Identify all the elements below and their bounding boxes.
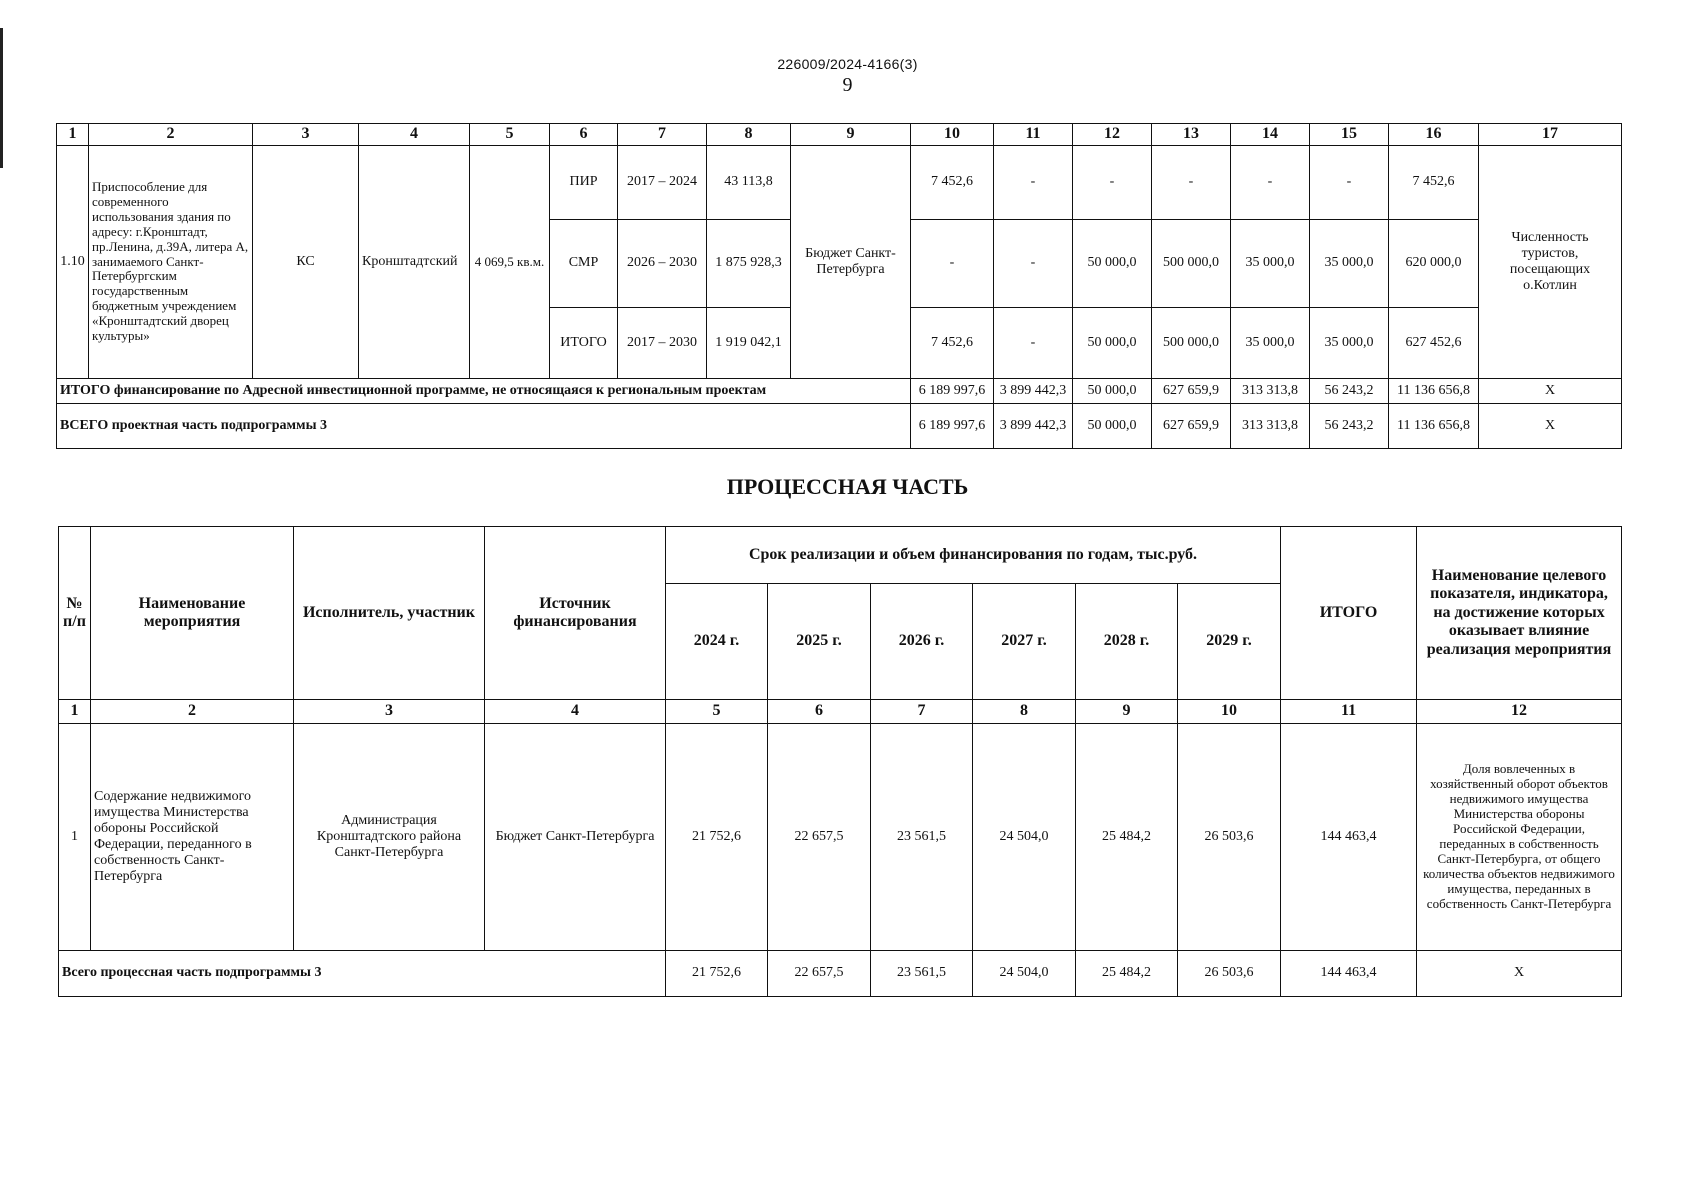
total-cost: 1 875 928,3	[707, 220, 791, 308]
activity-name: Содержание недвижимого имущества Министерства обороны Российской Федерации, переданного в собственность Санкт-Петербурга	[91, 724, 294, 951]
value-cell: 7 452,6	[911, 308, 994, 379]
value-cell: -	[994, 220, 1073, 308]
column-number: 1	[57, 124, 89, 146]
header-num: № п/п	[59, 527, 91, 700]
column-number: 6	[768, 700, 871, 724]
target-indicator: Численность туристов, посещающих о.Котлин	[1479, 146, 1622, 379]
header-year: 2025 г.	[768, 584, 871, 700]
header-year: 2027 г.	[973, 584, 1076, 700]
value-cell: 50 000,0	[1073, 220, 1152, 308]
value-cell: -	[1231, 146, 1310, 220]
total-cost: 43 113,8	[707, 146, 791, 220]
section-title: ПРОЦЕССНАЯ ЧАСТЬ	[726, 474, 969, 499]
column-number: 12	[1073, 124, 1152, 146]
value-cell: 50 000,0	[1073, 404, 1152, 449]
year-value: 22 657,5	[768, 724, 871, 951]
column-number: 1	[59, 700, 91, 724]
column-number: 4	[359, 124, 470, 146]
year-value: 25 484,2	[1076, 724, 1178, 951]
column-number: 11	[1281, 700, 1417, 724]
page-number: 9	[842, 74, 853, 96]
total-aip-row	[57, 379, 1622, 404]
column-number: 11	[994, 124, 1073, 146]
indicator-x: Х	[1417, 951, 1622, 997]
value-cell: 56 243,2	[1310, 404, 1389, 449]
column-number-row	[59, 700, 1622, 724]
value-cell: 500 000,0	[1152, 220, 1231, 308]
year-value: 21 752,6	[666, 724, 768, 951]
column-number: 2	[89, 124, 253, 146]
total-project-row	[57, 404, 1622, 449]
column-number: 5	[470, 124, 550, 146]
column-number: 14	[1231, 124, 1310, 146]
year-value: 23 561,5	[871, 951, 973, 997]
total-project-label: ВСЕГО проектная часть подпрограммы 3	[57, 404, 911, 449]
value-cell: 313 313,8	[1231, 404, 1310, 449]
header-year: 2026 г.	[871, 584, 973, 700]
total-process-row	[59, 951, 1622, 997]
value-cell: 6 189 997,6	[911, 379, 994, 404]
table-row	[57, 146, 1622, 220]
year-value: 26 503,6	[1178, 724, 1281, 951]
target-indicator: Доля вовлеченных в хозяйственный оборот объектов недвижимого имущества Министерства обороны Российской Федерации, переданных в собственность Санкт-Петербурга, от общего количества объектов недвижимого имущества, переданных в собственность Санкт-Петербурга	[1417, 724, 1622, 951]
value-cell: -	[1152, 146, 1231, 220]
process-part-table	[58, 526, 1622, 997]
value-cell: 35 000,0	[1231, 308, 1310, 379]
item-name: Приспособление для современного использования здания по адресу: г.Кронштадт, пр.Ленина, д.39А, литера А, занимаемого Санкт-Петербургским государственным бюджетным учреждением «Кронштадтский дворец культуры»	[89, 146, 253, 379]
header-source: Источник финансирования	[485, 527, 666, 700]
year-value: 23 561,5	[871, 724, 973, 951]
column-number: 6	[550, 124, 618, 146]
year-value: 24 504,0	[973, 724, 1076, 951]
value-cell: 7 452,6	[1389, 146, 1479, 220]
value-cell: 620 000,0	[1389, 220, 1479, 308]
binding-margin-line	[0, 28, 3, 168]
value-cell: Х	[1479, 379, 1622, 404]
stage: СМР	[550, 220, 618, 308]
header-name: Наименование мероприятия	[91, 527, 294, 700]
project-part-table	[56, 123, 1622, 449]
column-number: 3	[253, 124, 359, 146]
value-cell: 500 000,0	[1152, 308, 1231, 379]
value-cell: -	[994, 308, 1073, 379]
value-cell: 35 000,0	[1310, 220, 1389, 308]
row-number: 1	[59, 724, 91, 951]
column-number: 9	[1076, 700, 1178, 724]
value-cell: -	[911, 220, 994, 308]
column-number: 5	[666, 700, 768, 724]
value-cell: -	[1310, 146, 1389, 220]
district: Кронштадтский	[359, 146, 470, 379]
value-cell: 11 136 656,8	[1389, 379, 1479, 404]
item-number: 1.10	[57, 146, 89, 379]
header-year: 2024 г.	[666, 584, 768, 700]
column-number: 15	[1310, 124, 1389, 146]
header-indicator: Наименование целевого показателя, индикатора, на достижение которых оказывает влияние реализация мероприятия	[1417, 527, 1622, 700]
year-value: 21 752,6	[666, 951, 768, 997]
header-row	[59, 527, 1622, 584]
stage: ПИР	[550, 146, 618, 220]
period: 2017 – 2024	[618, 146, 707, 220]
value-cell: 50 000,0	[1073, 379, 1152, 404]
total-aip-label: ИТОГО финансирование по Адресной инвестиционной программе, не относящаяся к региональным проектам	[57, 379, 911, 404]
column-number: 8	[973, 700, 1076, 724]
column-number: 2	[91, 700, 294, 724]
value-cell: -	[994, 146, 1073, 220]
year-value: 24 504,0	[973, 951, 1076, 997]
column-number: 13	[1152, 124, 1231, 146]
column-number: 16	[1389, 124, 1479, 146]
column-number: 10	[1178, 700, 1281, 724]
funding-source: Бюджет Санкт-Петербурга	[485, 724, 666, 951]
header-year: 2028 г.	[1076, 584, 1178, 700]
value-cell: 11 136 656,8	[1389, 404, 1479, 449]
value-cell: 7 452,6	[911, 146, 994, 220]
value-cell: 627 659,9	[1152, 379, 1231, 404]
column-number: 17	[1479, 124, 1622, 146]
header-year: 2029 г.	[1178, 584, 1281, 700]
document-registration-number: 226009/2024-4166(3)	[777, 56, 918, 72]
value-cell: -	[1073, 146, 1152, 220]
funding-source: Бюджет Санкт-Петербурга	[791, 146, 911, 379]
header-period-group: Срок реализации и объем финансирования по годам, тыс.руб.	[666, 527, 1281, 584]
total-process-label: Всего процессная часть подпрограммы 3	[59, 951, 666, 997]
column-number: 3	[294, 700, 485, 724]
value-cell: 627 452,6	[1389, 308, 1479, 379]
column-number: 7	[618, 124, 707, 146]
period: 2026 – 2030	[618, 220, 707, 308]
year-value: 22 657,5	[768, 951, 871, 997]
value-cell: 3 899 442,3	[994, 379, 1073, 404]
item-code: КС	[253, 146, 359, 379]
row-total: 144 463,4	[1281, 951, 1417, 997]
column-number: 4	[485, 700, 666, 724]
year-value: 26 503,6	[1178, 951, 1281, 997]
value-cell: 35 000,0	[1310, 308, 1389, 379]
executor: Администрация Кронштадтского района Санкт-Петербурга	[294, 724, 485, 951]
value-cell: 35 000,0	[1231, 220, 1310, 308]
total-cost: 1 919 042,1	[707, 308, 791, 379]
value-cell: 6 189 997,6	[911, 404, 994, 449]
column-number: 9	[791, 124, 911, 146]
value-cell: Х	[1479, 404, 1622, 449]
column-number-row	[57, 124, 1622, 146]
header-executor: Исполнитель, участник	[294, 527, 485, 700]
column-number: 7	[871, 700, 973, 724]
column-number: 8	[707, 124, 791, 146]
value-cell: 627 659,9	[1152, 404, 1231, 449]
value-cell: 56 243,2	[1310, 379, 1389, 404]
column-number: 12	[1417, 700, 1622, 724]
header-total: ИТОГО	[1281, 527, 1417, 700]
period: 2017 – 2030	[618, 308, 707, 379]
value-cell: 50 000,0	[1073, 308, 1152, 379]
value-cell: 313 313,8	[1231, 379, 1310, 404]
row-total: 144 463,4	[1281, 724, 1417, 951]
value-cell: 3 899 442,3	[994, 404, 1073, 449]
column-number: 10	[911, 124, 994, 146]
area: 4 069,5 кв.м.	[470, 146, 550, 379]
stage: ИТОГО	[550, 308, 618, 379]
year-value: 25 484,2	[1076, 951, 1178, 997]
table-row	[59, 724, 1622, 951]
